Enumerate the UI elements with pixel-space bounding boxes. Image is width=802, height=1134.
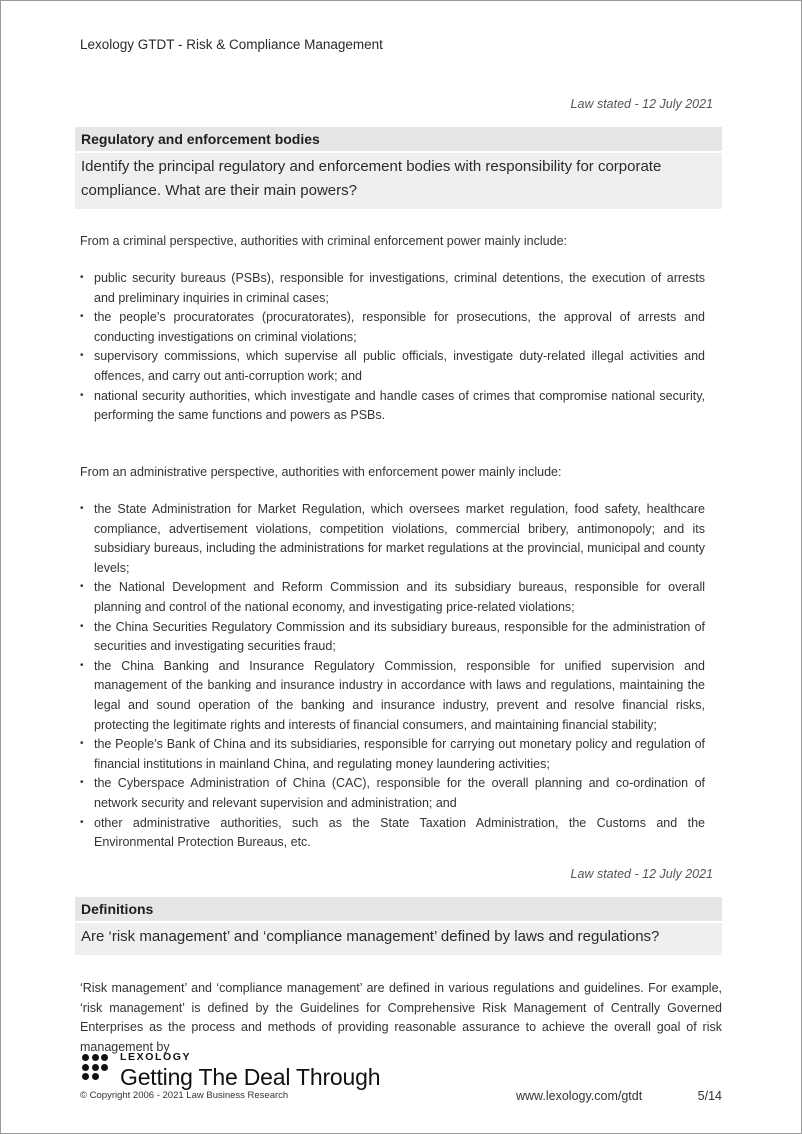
section-title: Regulatory and enforcement bodies [75,127,722,151]
list-item: • other administrative authorities, such as the State Taxation Administration, the Customs and the Environmental Protection Bureaus, etc. [80,814,705,853]
dots-logo-icon [82,1054,108,1080]
section-title: Definitions [75,897,722,921]
footer-link[interactable]: www.lexology.com/gtdt [516,1089,643,1103]
page-number: 5/14 [697,1089,722,1103]
list-item: • the people’s procuratorates (procuratorates), responsible for prosecutions, the approval of arrests and conducting investigations on criminal violations; [80,308,705,347]
brand-tagline: Getting The Deal Through [120,1064,381,1090]
law-stated-date: Law stated - 12 July 2021 [570,867,713,881]
brand-name: LEXOLOGY [120,1051,192,1063]
definitions-body: ‘Risk management’ and ‘compliance management’ are defined in various regulations and guidelines. For example, ‘risk management’ is defined by the Guidelines for Comprehensive Risk Management of Centrally Governed Enterprises as the process and methods of providing reasonable assurance to achieve the overall goal of risk management by [80,981,722,1054]
list-item: • the China Banking and Insurance Regulatory Commission, responsible for unified supervision and management of the banking and insurance industry in accordance with laws and regulations, maintaining the legal and sound operation of the banking and insurance industry, prevent and resolve financial risks, protecting the legitimate rights and interests of financial consumers, and maintaining financial stability; [80,657,705,735]
list-item: • public security bureaus (PSBs), responsible for investigations, criminal detentions, the execution of arrests and preliminary inquiries in criminal cases; [80,269,705,308]
list-item: • the Cyberspace Administration of China (CAC), responsible for the overall planning and co-ordination of network security and relevant supervision and administration; and [80,774,705,813]
list-item: • the National Development and Reform Commission and its subsidiary bureaus, responsible for overall planning and control of the national economy, and investigating price-related violations; [80,578,705,617]
law-stated-date: Law stated - 12 July 2021 [570,97,713,111]
list-item: • the China Securities Regulatory Commission and its subsidiary bureaus, responsible for the administration of securities and investigating securities fraud; [80,618,705,657]
running-header: Lexology GTDT - Risk & Compliance Management [80,37,383,52]
administrative-authorities-list [80,500,705,853]
list-item: • supervisory commissions, which supervise all public officials, investigate duty-related illegal activities and offences, and carry out anti-corruption work; and [80,347,705,386]
list-item: • the People’s Bank of China and its subsidiaries, responsible for carrying out monetary policy and regulation of financial institutions in mainland China, and regulating money laundering activities; [80,735,705,774]
list-item: • the State Administration for Market Regulation, which oversees market regulation, food safety, healthcare compliance, advertisement violations, competition violations, commercial bribery, antimonopoly; and its subsidiary bureaus, including the administrations for market regulations at the provincial, municipal and county levels; [80,500,705,578]
gtdt-logo [82,1051,380,1090]
section-question: Are ‘risk management’ and ‘compliance management’ defined by laws and regulations? [75,923,722,955]
administrative-intro: From an administrative perspective, authorities with enforcement power mainly include: [80,465,562,479]
criminal-intro: From a criminal perspective, authorities with criminal enforcement power mainly include: [80,234,567,248]
criminal-authorities-list [80,269,705,426]
copyright-notice: © Copyright 2006 - 2021 Law Business Research [80,1090,289,1101]
question-block [75,897,722,955]
question-block [75,127,722,209]
list-item: • national security authorities, which investigate and handle cases of crimes that compromise national security, performing the same functions and powers as PSBs. [80,387,705,426]
section-question: Identify the principal regulatory and enforcement bodies with responsibility for corporate compliance. What are their main powers? [75,153,722,209]
